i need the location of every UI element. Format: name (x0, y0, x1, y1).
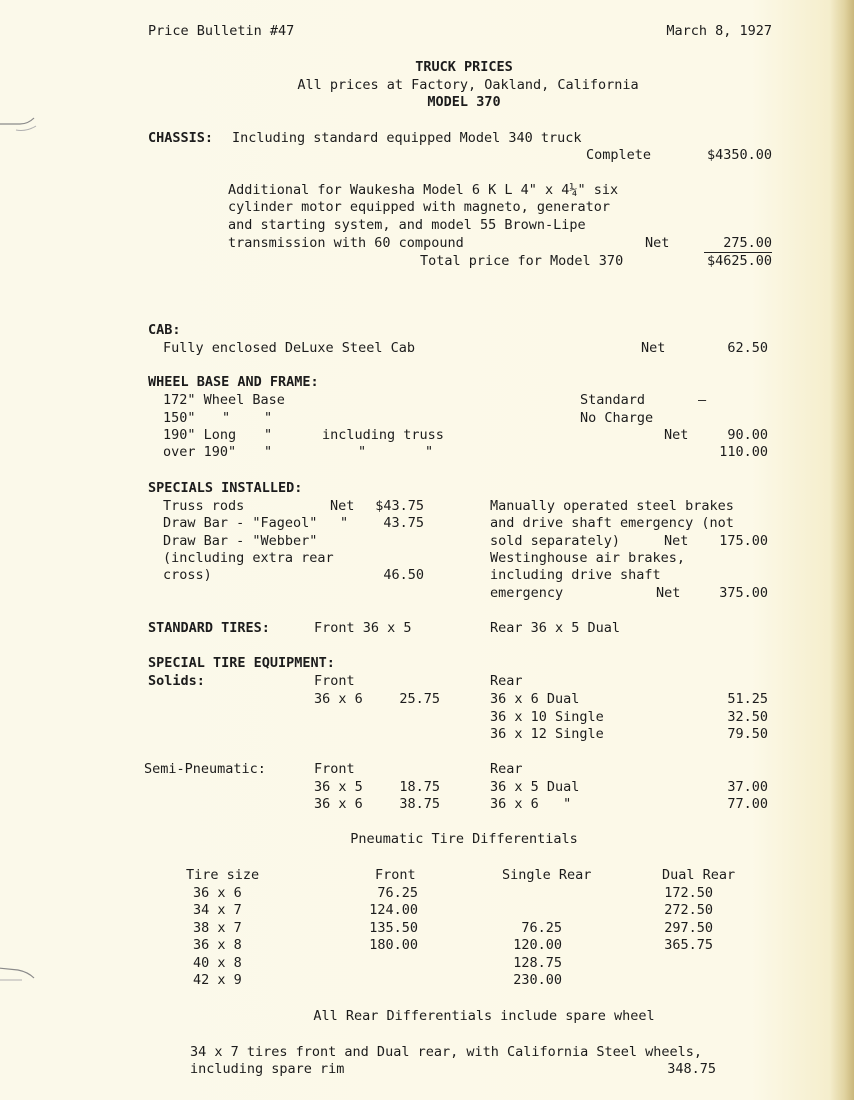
chassis-label: CHASSIS: (148, 130, 214, 146)
chassis-additional-net-label: Net (645, 235, 670, 251)
special-brake-text: including drive shaft (490, 567, 661, 583)
binding-mark-top (0, 112, 38, 136)
solids-rear-size: 36 x 10 Single (490, 709, 604, 725)
special-tire-label: SPECIAL TIRE EQUIPMENT: (148, 655, 335, 671)
document-subtitle: All prices at Factory, Oakland, California (297, 77, 639, 93)
special-brake-text: Manually operated steel brakes (490, 498, 734, 514)
special-item-price: 46.50 (383, 567, 424, 583)
standard-tires-rear: Rear 36 x 5 Dual (490, 620, 621, 636)
wheelbase-price: 110.00 (719, 444, 768, 460)
wheelbase-price: — (698, 392, 707, 408)
solids-rear-price: 51.25 (727, 691, 768, 707)
special-item-name: Truss rods (163, 498, 245, 514)
special-item-price: $43.75 (375, 498, 424, 514)
chassis-additional-price: 275.00 (723, 235, 772, 251)
solids-front-header: Front (314, 673, 355, 689)
chassis-total-price: $4625.00 (706, 253, 772, 269)
bulletin-number: Price Bulletin #47 (148, 23, 295, 39)
chassis-additional-line: cylinder motor equipped with magneto, generator (228, 199, 611, 215)
pneumatic-cell-dual-rear: 172.50 (664, 885, 713, 901)
wheelbase-price: 90.00 (727, 427, 768, 443)
solids-rear-price: 79.50 (727, 726, 768, 742)
ditto-mark: " (264, 427, 273, 443)
model-heading: MODEL 370 (427, 94, 501, 110)
special-item-name: (including extra rear (163, 550, 334, 566)
semi-pneumatic-label: Semi-Pneumatic: (144, 761, 266, 777)
bulletin-date: March 8, 1927 (666, 23, 772, 39)
cab-net-label: Net (641, 340, 666, 356)
wheelbase-size: over 190" (163, 444, 237, 460)
semi-rear-size: 36 x 5 Dual (490, 779, 580, 795)
special-brake-text: and drive shaft emergency (not (490, 515, 734, 531)
pneumatic-cell-dual-rear: 297.50 (664, 920, 713, 936)
pneumatic-cell-size: 40 x 8 (193, 955, 242, 971)
special-brake-net-label: Net (664, 533, 689, 549)
specials-label: SPECIALS INSTALLED: (148, 480, 303, 496)
pneumatic-cell-size: 34 x 7 (193, 902, 242, 918)
semi-front-price: 38.75 (399, 796, 440, 812)
pneumatic-cell-single-rear: 128.75 (513, 955, 562, 971)
footer-line: 34 x 7 tires front and Dual rear, with California Steel wheels, (190, 1044, 703, 1060)
pneumatic-header-size: Tire size (186, 867, 260, 883)
wheelbase-size: 190" Long (163, 427, 237, 443)
chassis-additional-line: and starting system, and model 55 Brown-Lipe (228, 217, 586, 233)
special-brake-text: sold separately) (490, 533, 621, 549)
binding-mark-bottom (0, 960, 38, 984)
pneumatic-cell-front: 180.00 (369, 937, 418, 953)
pneumatic-cell-single-rear: 120.00 (513, 937, 562, 953)
ditto-mark: " (222, 410, 231, 426)
special-brake-price: 375.00 (719, 585, 768, 601)
wheelbase-detail: including truss (322, 427, 444, 443)
cab-price: 62.50 (727, 340, 768, 356)
semi-rear-price: 77.00 (727, 796, 768, 812)
ditto-mark: " (340, 515, 349, 531)
document-title: TRUCK PRICES (415, 59, 513, 75)
pneumatic-cell-front: 124.00 (369, 902, 418, 918)
semi-front-size: 36 x 6 (314, 796, 363, 812)
chassis-description: Including standard equipped Model 340 truck (232, 130, 582, 146)
special-brake-text: emergency (490, 585, 564, 601)
solids-front-size: 36 x 6 (314, 691, 363, 707)
pneumatic-table-title: Pneumatic Tire Differentials (350, 831, 578, 847)
special-brake-net-label: Net (656, 585, 681, 601)
ditto-mark: " (264, 410, 273, 426)
wheelbase-note: No Charge (580, 410, 654, 426)
chassis-complete-label: Complete (586, 147, 652, 163)
pneumatic-header-dual-rear: Dual Rear (662, 867, 736, 883)
chassis-additional-line: transmission with 60 compound (228, 235, 464, 251)
wheelbase-label: WHEEL BASE AND FRAME: (148, 374, 319, 390)
pneumatic-cell-dual-rear: 365.75 (664, 937, 713, 953)
pneumatic-cell-size: 38 x 7 (193, 920, 242, 936)
pneumatic-cell-dual-rear: 272.50 (664, 902, 713, 918)
pneumatic-note: All Rear Differentials include spare wheel (313, 1008, 655, 1024)
special-brake-price: 175.00 (719, 533, 768, 549)
solids-rear-header: Rear (490, 673, 523, 689)
semi-rear-size: 36 x 6 " (490, 796, 572, 812)
wheelbase-note: Standard (580, 392, 646, 408)
pneumatic-cell-size: 36 x 8 (193, 937, 242, 953)
paper-edge-shading (830, 0, 854, 1100)
pneumatic-cell-front: 76.25 (377, 885, 418, 901)
solids-rear-size: 36 x 6 Dual (490, 691, 580, 707)
pneumatic-header-single-rear: Single Rear (502, 867, 592, 883)
solids-front-price: 25.75 (399, 691, 440, 707)
chassis-complete-price: $4350.00 (706, 147, 772, 163)
standard-tires-label: STANDARD TIRES: (148, 620, 270, 636)
chassis-additional-line: Additional for Waukesha Model 6 K L 4" x 4¼" six (228, 182, 619, 198)
solids-rear-price: 32.50 (727, 709, 768, 725)
special-item-name: Draw Bar - "Fageol" (163, 515, 318, 531)
wheelbase-size: 172" Wheel Base (163, 392, 285, 408)
special-item-price: 43.75 (383, 515, 424, 531)
solids-rear-size: 36 x 12 Single (490, 726, 604, 742)
wheelbase-net-label: Net (664, 427, 689, 443)
pneumatic-cell-front: 135.50 (369, 920, 418, 936)
special-brake-text: Westinghouse air brakes, (490, 550, 686, 566)
ditto-mark: " (358, 444, 367, 460)
footer-line: including spare rim (190, 1061, 345, 1077)
standard-tires-front: Front 36 x 5 (314, 620, 412, 636)
special-item-net-label: Net (330, 498, 355, 514)
pneumatic-cell-size: 42 x 9 (193, 972, 242, 988)
pneumatic-cell-single-rear: 76.25 (521, 920, 562, 936)
semi-rear-header: Rear (490, 761, 523, 777)
ditto-mark: " (264, 444, 273, 460)
semi-front-price: 18.75 (399, 779, 440, 795)
semi-front-size: 36 x 5 (314, 779, 363, 795)
footer-price: 348.75 (667, 1061, 716, 1077)
pneumatic-header-front: Front (375, 867, 416, 883)
ditto-mark: " (425, 444, 434, 460)
pneumatic-cell-single-rear: 230.00 (513, 972, 562, 988)
semi-rear-price: 37.00 (727, 779, 768, 795)
semi-front-header: Front (314, 761, 355, 777)
chassis-total-label: Total price for Model 370 (420, 253, 624, 269)
special-item-name: Draw Bar - "Webber" (163, 533, 318, 549)
solids-label: Solids: (148, 673, 205, 689)
wheelbase-size: 150" (163, 410, 196, 426)
cab-label: CAB: (148, 322, 181, 338)
cab-description: Fully enclosed DeLuxe Steel Cab (163, 340, 415, 356)
pneumatic-cell-size: 36 x 6 (193, 885, 242, 901)
special-item-name: cross) (163, 567, 212, 583)
